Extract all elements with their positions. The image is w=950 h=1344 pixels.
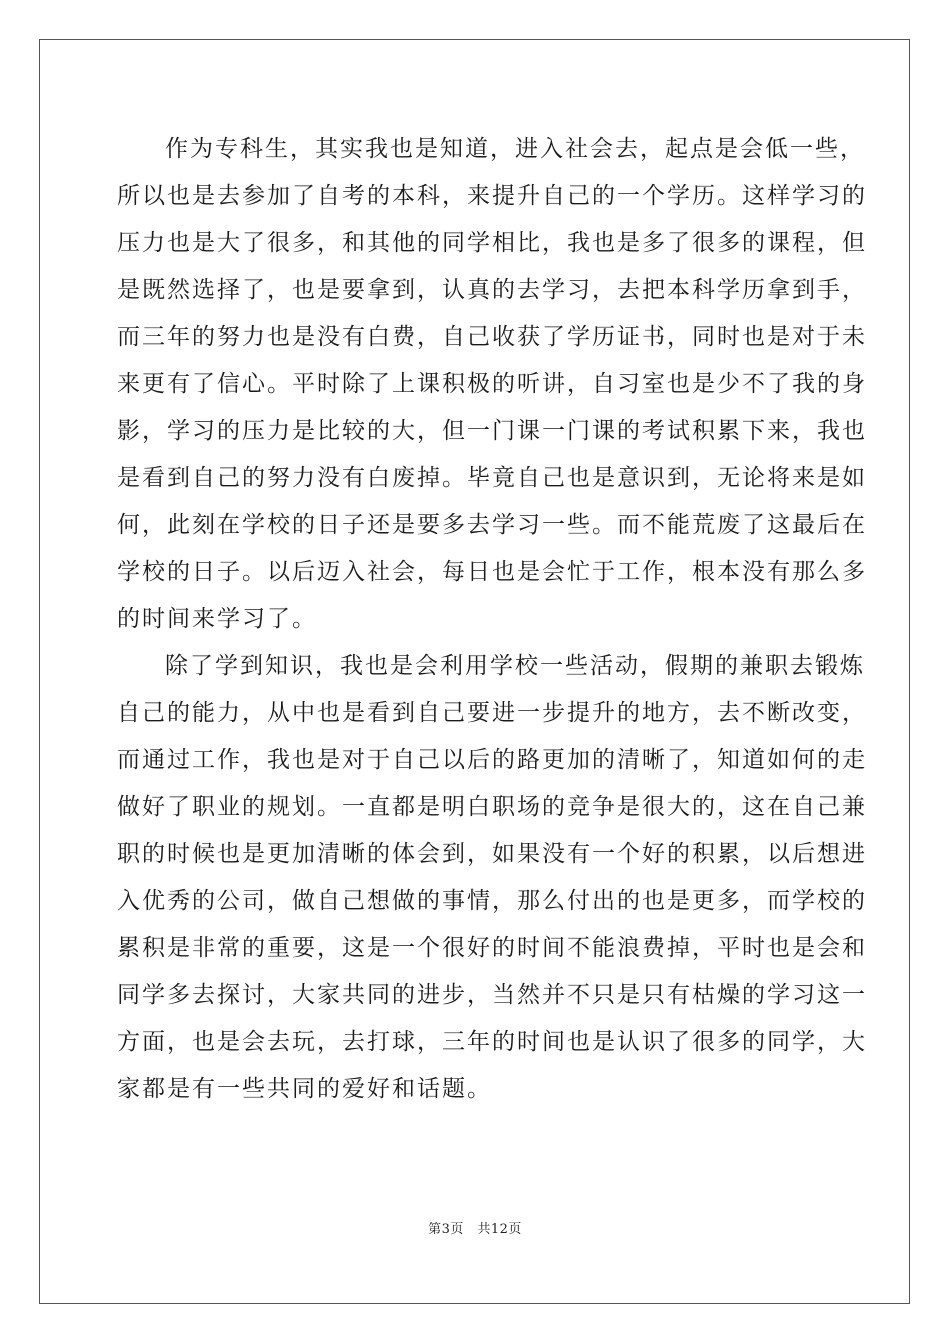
paragraph-line: 入优秀的公司，做自己想做的事情，那么付出的也是更多，而学校的 <box>117 888 867 914</box>
paragraph-line: 所以也是去参加了自考的本科，来提升自己的一个学历。这样学习的 <box>117 183 867 209</box>
paragraph-line: 累积是非常的重要，这是一个很好的时间不能浪费掉，平时也是会和 <box>117 935 867 961</box>
page-number-footer: 第3页 共12页 <box>428 1222 522 1237</box>
paragraph-line: 是既然选择了，也是要拿到，认真的去学习，去把本科学历拿到手， <box>117 277 867 303</box>
paragraph-line: 的时间来学习了。 <box>117 606 317 632</box>
paragraph-line: 压力也是大了很多，和其他的同学相比，我也是多了很多的课程，但 <box>117 230 867 256</box>
document-body <box>117 126 867 1113</box>
paragraph-line: 何，此刻在学校的日子还是要多去学习一些。而不能荒废了这最后在 <box>117 512 867 538</box>
paragraph-line: 影，学习的压力是比较的大，但一门课一门课的考试积累下来，我也 <box>117 418 867 444</box>
paragraph-line: 而三年的努力也是没有白费，自己收获了学历证书，同时也是对于未 <box>117 324 867 350</box>
paragraph-line: 除了学到知识，我也是会利用学校一些活动，假期的兼职去锻炼 <box>165 653 865 679</box>
paragraph-line: 职的时候也是更加清晰的体会到，如果没有一个好的积累，以后想进 <box>117 841 867 867</box>
paragraph-line: 来更有了信心。平时除了上课积极的听讲，自习室也是少不了我的身 <box>117 371 867 397</box>
paragraph-line: 作为专科生，其实我也是知道，进入社会去，起点是会低一些， <box>165 136 865 162</box>
paragraph-line: 是看到自己的努力没有白废掉。毕竟自己也是意识到，无论将来是如 <box>117 465 867 491</box>
paragraph-line: 家都是有一些共同的爱好和话题。 <box>117 1076 492 1102</box>
paragraph-line: 自己的能力，从中也是看到自己要进一步提升的地方，去不断改变， <box>117 700 867 726</box>
paragraph-line: 做好了职业的规划。一直都是明白职场的竞争是很大的，这在自己兼 <box>117 794 867 820</box>
paragraph-line: 方面，也是会去玩，去打球，三年的时间也是认识了很多的同学，大 <box>117 1029 867 1055</box>
paragraph-line: 而通过工作，我也是对于自己以后的路更加的清晰了，知道如何的走 <box>117 747 867 773</box>
paragraph-line: 学校的日子。以后迈入社会，每日也是会忙于工作，根本没有那么多 <box>117 559 867 585</box>
paragraph-line: 同学多去探讨，大家共同的进步，当然并不只是只有枯燥的学习这一 <box>117 982 867 1008</box>
